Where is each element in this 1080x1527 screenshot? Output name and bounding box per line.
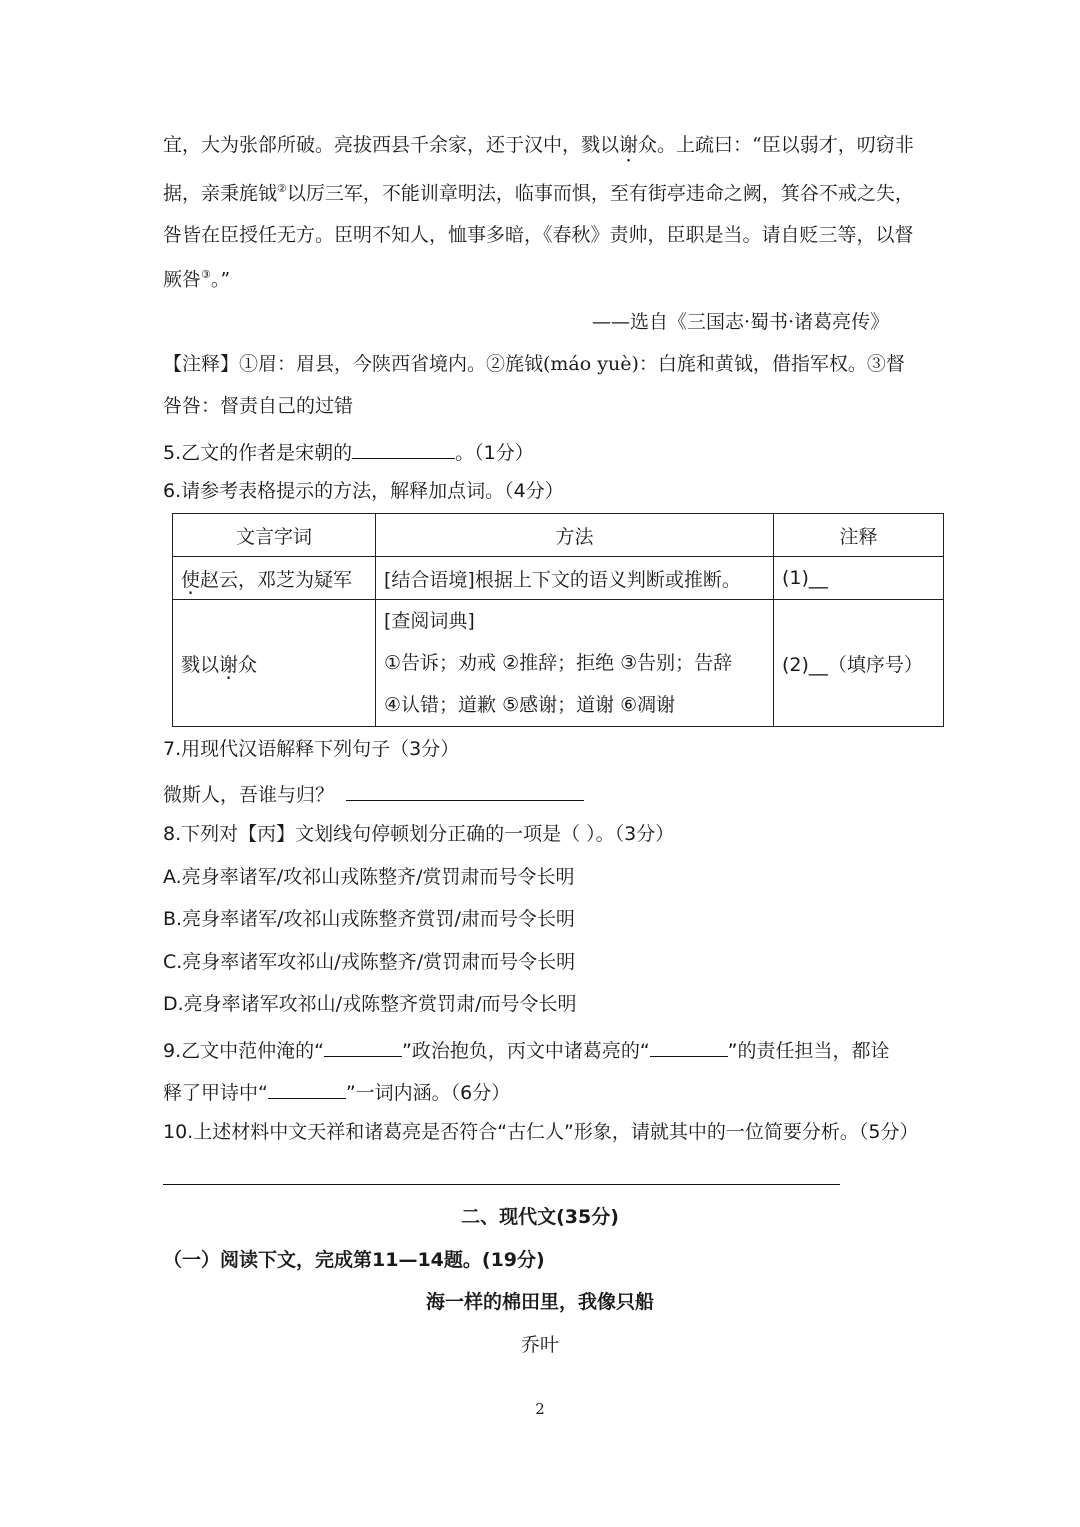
option-b[interactable]: B.亮身率诸军/攻祁山戎陈整齐赏罚/肃而号令长明	[163, 908, 575, 930]
notes-line-2: 咎咎：督责自己的过错	[163, 395, 354, 417]
footnote-mark: ③	[201, 268, 211, 281]
passage-line-4: 厥咎③。”	[163, 268, 231, 291]
article-author: 乔叶	[520, 1334, 559, 1356]
answer-line[interactable]	[163, 1184, 840, 1185]
question-5: 5.乙文的作者是宋朝的 。（1分）	[163, 442, 534, 464]
dotted-char: 使	[181, 568, 201, 591]
dotted-char: 谢	[619, 134, 639, 156]
article-title: 海一样的棉田里，我像只船	[425, 1291, 654, 1313]
table-row	[173, 600, 944, 727]
answer-blank[interactable]	[352, 440, 455, 459]
question-9-line-2: 释了甲诗中“ ”一词内涵。（6分）	[163, 1082, 511, 1104]
question-6: 6.请参考表格提示的方法，解释加点词。（4分）	[163, 480, 564, 502]
page-number: 2	[535, 1400, 545, 1418]
method-table	[172, 513, 944, 727]
passage-line-1: 宜，大为张郃所破。亮拔西县千余家，还于汉中，戮以谢众。上疏曰：“臣以弱才，叨窃非	[163, 134, 914, 156]
table-cell: 使赵云，邓芝为疑军	[173, 557, 376, 600]
table-header: 方法	[376, 514, 774, 557]
table-header: 文言字词	[173, 514, 376, 557]
table-header: 注释	[774, 514, 944, 557]
table-cell-answer[interactable]: (2)__（填序号）	[774, 600, 944, 727]
footnote-mark: ②	[277, 182, 287, 195]
passage-line-2: 据，亲秉旄钺②以厉三军，不能训章明法，临事而惧，至有街亭违命之阙，箕谷不戒之失，	[163, 182, 914, 205]
answer-blank[interactable]	[324, 1038, 402, 1057]
section-subtitle: （一）阅读下文，完成第11—14题。(19分)	[163, 1249, 545, 1271]
answer-blank[interactable]	[650, 1038, 728, 1057]
notes-line-1: 【注释】①眉：眉县，今陕西省境内。②旄钺(máo yuè)：白旄和黄钺，借指军权。③督	[163, 353, 905, 375]
dotted-char: 谢	[219, 653, 239, 676]
option-a[interactable]: A.亮身率诸军/攻祁山戎陈整齐/赏罚肃而号令长明	[163, 866, 575, 888]
question-9-line-1: 9.乙文中范仲淹的“ ”政治抱负，丙文中诸葛亮的“ ”的责任担当，都诠	[163, 1040, 890, 1062]
table-cell: [结合语境]根据上下文的语义判断或推断。	[376, 557, 774, 600]
table-cell-answer[interactable]: (1)__	[774, 557, 944, 600]
passage-source: ——选自《三国志·蜀书·诸葛亮传》	[592, 311, 890, 333]
question-10: 10.上述材料中文天祥和诸葛亮是否符合“古仁人”形象，请就其中的一位简要分析。（5分）	[163, 1121, 919, 1143]
table-cell: [查阅词典] ①告诉；劝戒 ②推辞；拒绝 ③告别；告辞 ④认错；道歉 ⑤感谢；道谢 ⑥凋谢	[376, 600, 774, 727]
option-d[interactable]: D.亮身率诸军攻祁山/戎陈整齐赏罚肃/而号令长明	[163, 993, 577, 1015]
option-c[interactable]: C.亮身率诸军攻祁山/戎陈整齐/赏罚肃而号令长明	[163, 951, 576, 973]
question-7: 7.用现代汉语解释下列句子（3分）	[163, 738, 460, 760]
section-title: 二、现代文(35分)	[461, 1206, 619, 1228]
answer-blank[interactable]	[268, 1080, 346, 1099]
question-8: 8.下列对【丙】文划线句停顿划分正确的一项是（ ）。（3分）	[163, 823, 675, 845]
question-7-sentence: 微斯人，吾谁与归？	[163, 782, 584, 805]
answer-blank[interactable]	[346, 782, 584, 801]
passage-line-3: 咎皆在臣授任无方。臣明不知人，恤事多暗，《春秋》责帅，臣职是当。请自贬三等，以督	[163, 224, 914, 246]
table-row	[173, 557, 944, 600]
table-cell: 戮以谢众	[173, 600, 376, 727]
